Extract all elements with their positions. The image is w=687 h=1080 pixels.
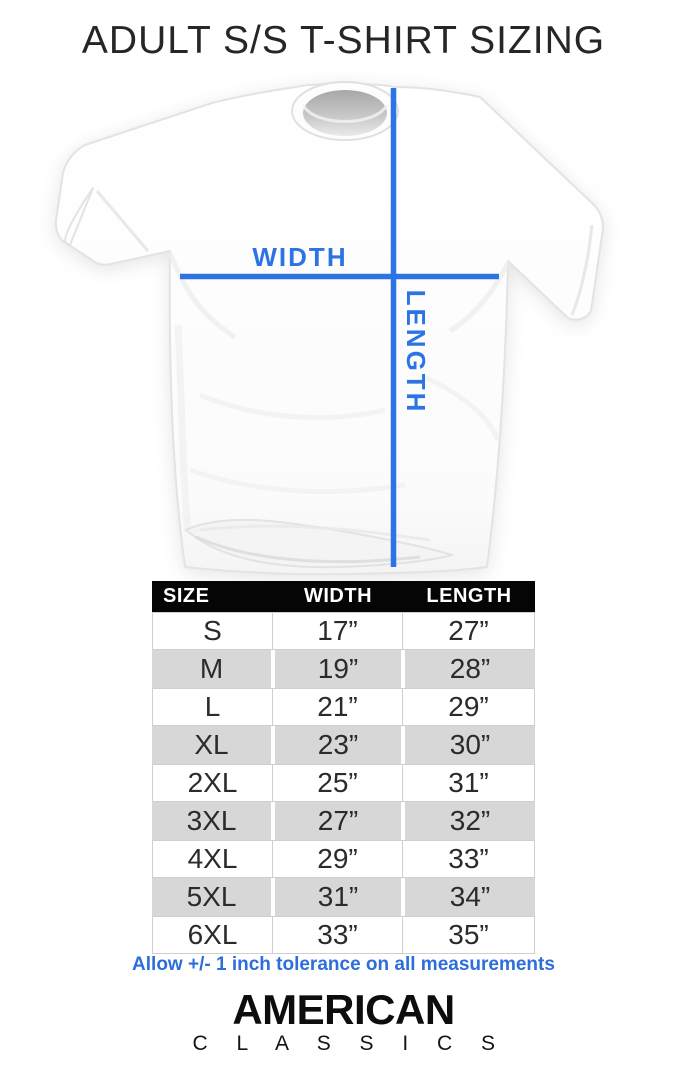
header-width: WIDTH bbox=[303, 585, 373, 607]
cell-size: S bbox=[152, 612, 273, 650]
tolerance-note: Allow +/- 1 inch tolerance on all measurements bbox=[132, 954, 555, 975]
brand-name-american: AMERICAN bbox=[232, 986, 455, 1033]
cell-width: 17” bbox=[273, 612, 403, 650]
cell-width: 25” bbox=[273, 764, 403, 802]
table-row bbox=[152, 840, 535, 878]
cell-length: 32” bbox=[403, 802, 535, 840]
cell-width: 33” bbox=[273, 916, 403, 954]
cell-size: M bbox=[152, 650, 273, 688]
tshirt-illustration bbox=[0, 75, 687, 575]
tshirt-collar bbox=[292, 82, 398, 140]
cell-length: 35” bbox=[403, 916, 535, 954]
cell-size: 5XL bbox=[152, 878, 273, 916]
cell-length: 33” bbox=[403, 840, 535, 878]
table-row bbox=[152, 612, 535, 650]
table-row bbox=[152, 802, 535, 840]
cell-width: 19” bbox=[273, 650, 403, 688]
cell-length: 28” bbox=[403, 650, 535, 688]
brand-logo bbox=[0, 986, 687, 1056]
table-row bbox=[152, 726, 535, 764]
cell-width: 31” bbox=[273, 878, 403, 916]
width-label: WIDTH bbox=[252, 242, 348, 272]
cell-size: XL bbox=[152, 726, 273, 764]
cell-length: 34” bbox=[403, 878, 535, 916]
header-length: LENGTH bbox=[426, 585, 512, 607]
header-size: SIZE bbox=[163, 585, 210, 607]
cell-width: 27” bbox=[273, 802, 403, 840]
tshirt-body bbox=[56, 82, 603, 574]
size-chart-table bbox=[152, 581, 535, 954]
cell-length: 29” bbox=[403, 688, 535, 726]
table-row bbox=[152, 764, 535, 802]
cell-size: L bbox=[152, 688, 273, 726]
tshirt-diagram bbox=[0, 75, 687, 575]
cell-width: 29” bbox=[273, 840, 403, 878]
table-row bbox=[152, 688, 535, 726]
cell-width: 23” bbox=[273, 726, 403, 764]
cell-length: 30” bbox=[403, 726, 535, 764]
table-row bbox=[152, 650, 535, 688]
table-row bbox=[152, 916, 535, 954]
length-label: LENGTH bbox=[401, 289, 431, 415]
brand-name-classics: C L A S S I C S bbox=[192, 1032, 507, 1055]
cell-length: 27” bbox=[403, 612, 535, 650]
table-row bbox=[152, 878, 535, 916]
cell-size: 2XL bbox=[152, 764, 273, 802]
page-title: ADULT S/S T-SHIRT SIZING bbox=[81, 19, 606, 62]
table-header-row bbox=[152, 581, 535, 612]
cell-length: 31” bbox=[403, 764, 535, 802]
cell-width: 21” bbox=[273, 688, 403, 726]
cell-size: 4XL bbox=[152, 840, 273, 878]
cell-size: 3XL bbox=[152, 802, 273, 840]
cell-size: 6XL bbox=[152, 916, 273, 954]
